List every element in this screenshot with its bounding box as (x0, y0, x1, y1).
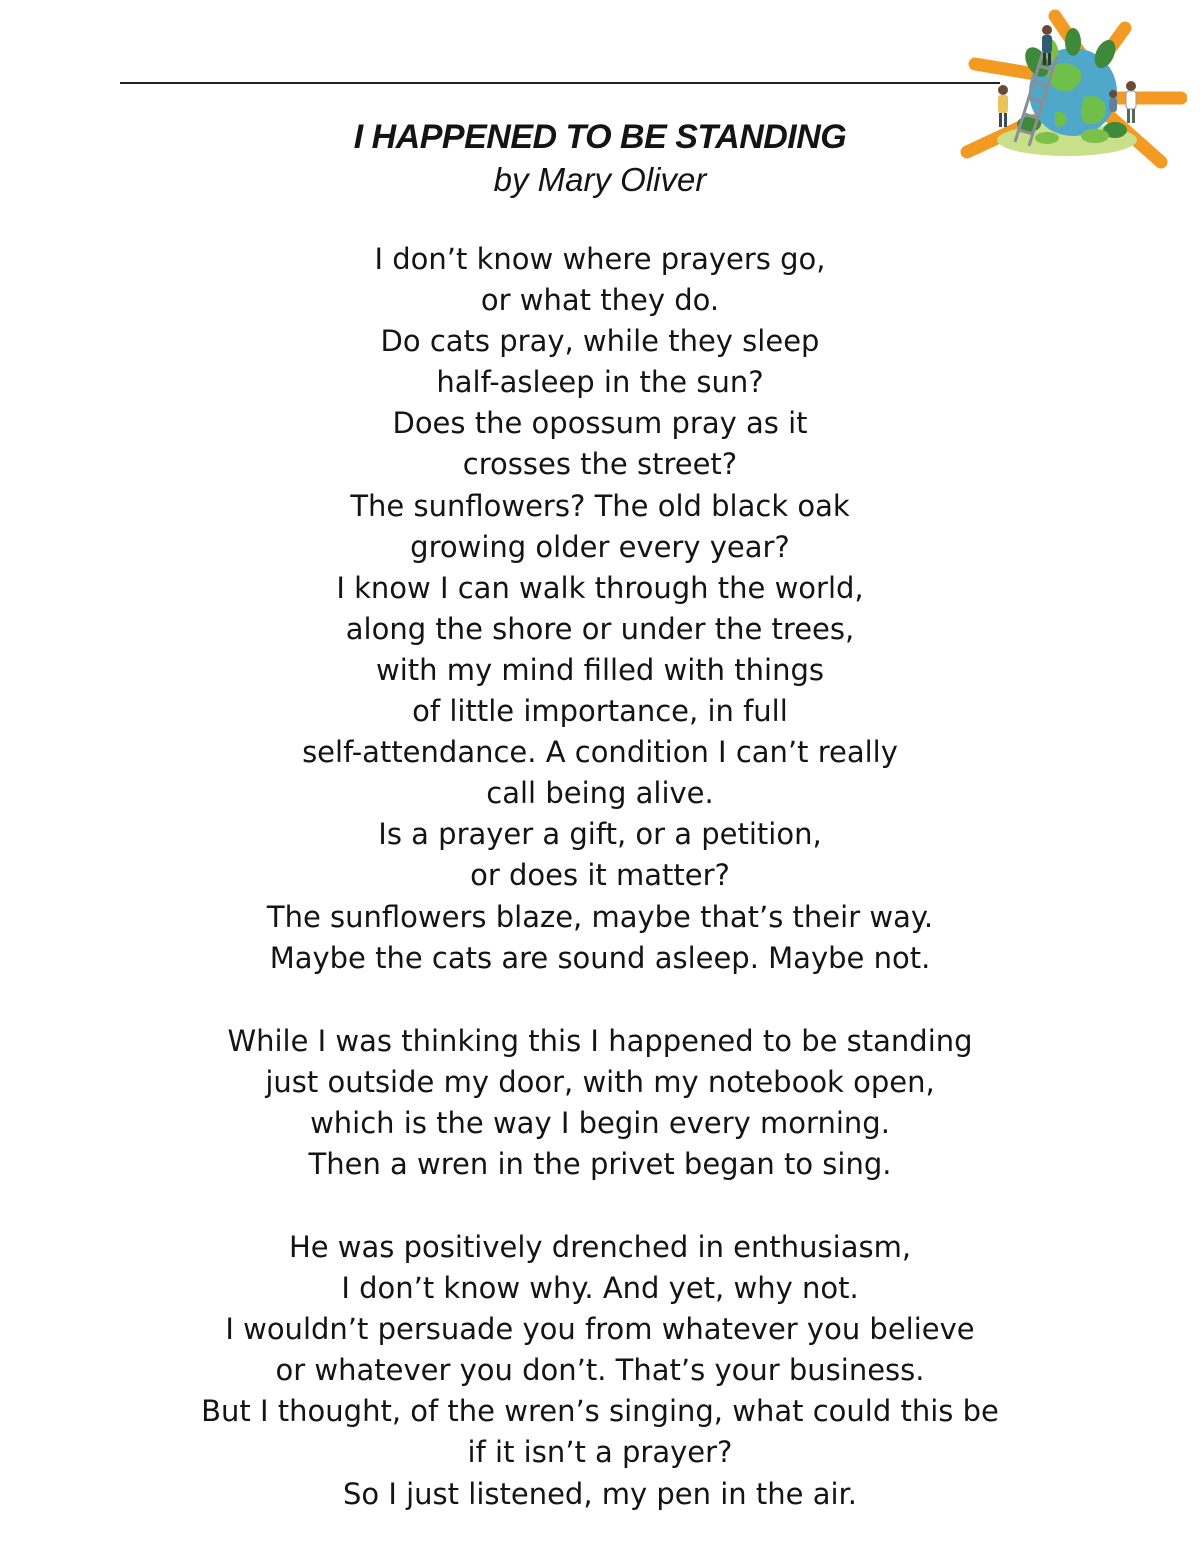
poem-line: Then a wren in the privet began to sing. (308, 1147, 892, 1182)
poem-line: The sunflowers blaze, maybe that’s their way. (266, 899, 934, 934)
poem-line: along the shore or under the trees, (345, 611, 855, 646)
poem-line: growing older every year? (410, 529, 790, 564)
poem-line: Maybe the cats are sound asleep. Maybe not. (269, 940, 931, 975)
poem-line: if it isn’t a prayer? (467, 1435, 733, 1470)
poem-line: I don’t know why. And yet, why not. (341, 1271, 859, 1306)
poem-line: of little importance, in full (412, 694, 788, 729)
poem-line: I don’t know where prayers go, (374, 242, 826, 276)
poem-line: Is a prayer a gift, or a petition, (378, 817, 822, 852)
poem-author: by Mary Oliver (493, 161, 707, 198)
poem-line: So I just listened, my pen in the air. (342, 1476, 858, 1511)
poem-line: Do cats pray, while they sleep (380, 324, 820, 359)
poem-line: I know I can walk through the world, (336, 570, 864, 605)
poem-line: or whatever you don’t. That’s your business. (275, 1353, 925, 1388)
header-divider (120, 82, 1000, 84)
poem-line: with my mind filled with things (376, 652, 824, 687)
poem-line: just outside my door, with my notebook open, (265, 1065, 935, 1100)
poem-stanza (0, 239, 1200, 979)
poem-line: or does it matter? (470, 858, 730, 893)
poem-line: call being alive. (486, 776, 714, 811)
poem-stanza (0, 1227, 1200, 1515)
poem-line: The sunflowers? The old black oak (350, 488, 850, 523)
poem-line: Does the opossum pray as it (392, 406, 808, 441)
poem-title: I HAPPENED TO BE STANDING (353, 118, 847, 156)
poem-line: self-attendance. A condition I can’t really (302, 735, 898, 770)
poem-line: I wouldn’t persuade you from whatever you believe (225, 1312, 975, 1347)
poem-line: half-asleep in the sun? (436, 365, 764, 400)
poem-stanza (0, 1021, 1200, 1185)
poem-line: While I was thinking this I happened to be standing (227, 1024, 973, 1058)
poem-line: crosses the street? (462, 447, 738, 482)
poem-line: He was positively drenched in enthusiasm, (288, 1230, 912, 1264)
poem-line: which is the way I begin every morning. (310, 1106, 890, 1141)
poem-line: But I thought, of the wren’s singing, what could this be (201, 1394, 999, 1429)
poem-line: or what they do. (480, 283, 720, 318)
